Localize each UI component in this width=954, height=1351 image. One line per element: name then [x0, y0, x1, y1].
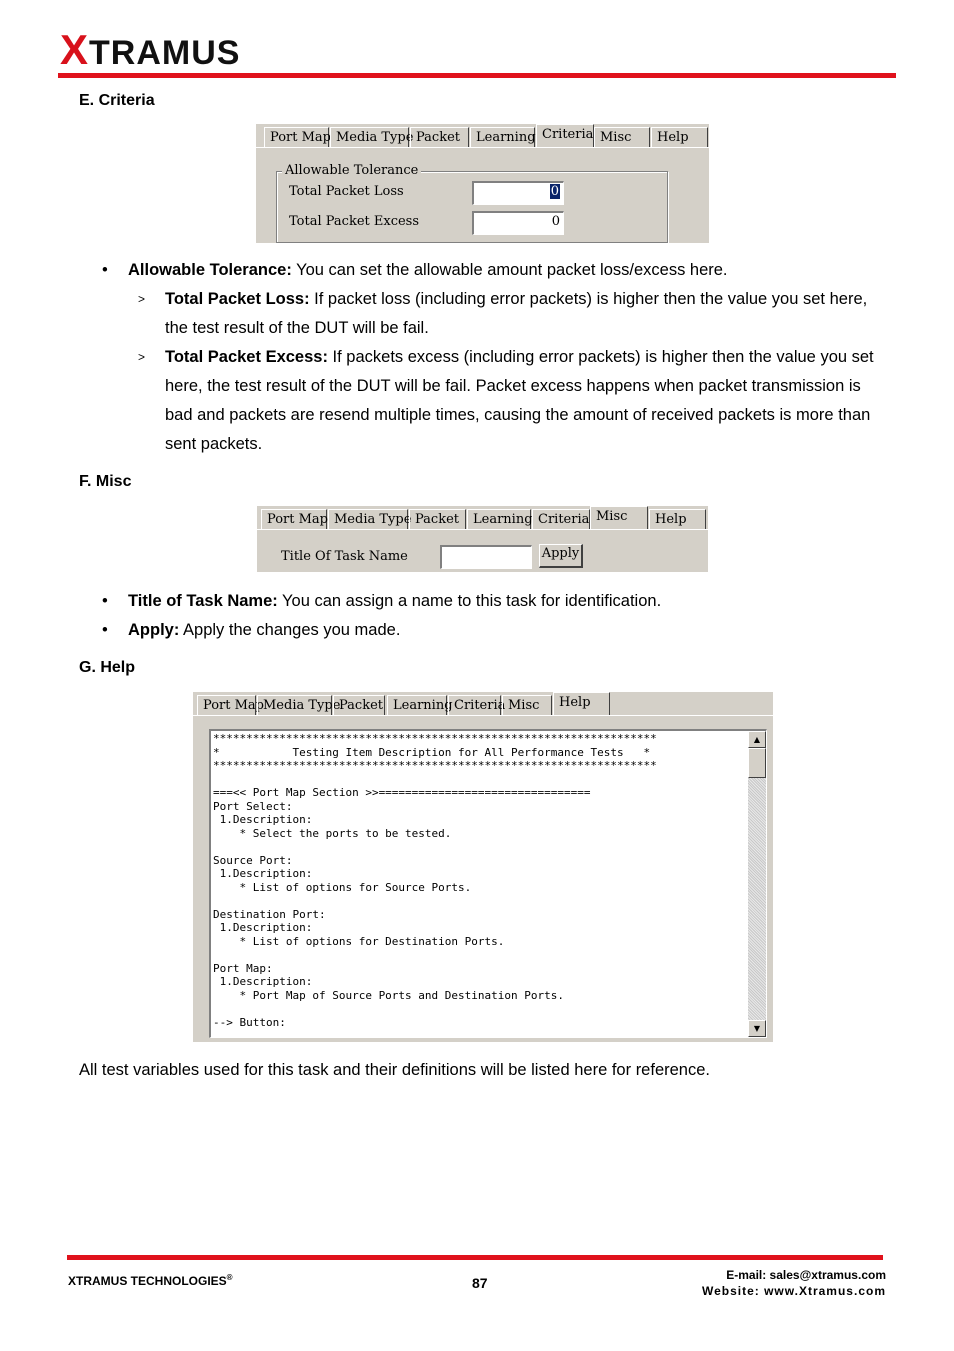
tab-misc[interactable]: Misc	[594, 127, 650, 147]
tab-packet[interactable]: Packet	[410, 127, 469, 147]
footer-website: Website: www.Xtramus.com	[701, 1284, 886, 1298]
tab-packet[interactable]: Packet	[409, 509, 466, 529]
tab-misc[interactable]: Misc	[590, 506, 648, 530]
bullet-allowable-tolerance	[102, 256, 898, 285]
bullet-apply	[102, 616, 898, 645]
tab-port-map[interactable]: Port Map	[264, 127, 329, 147]
sub-total-packet-loss	[138, 285, 892, 343]
tab-criteria[interactable]: Criteria	[532, 509, 590, 529]
tab-learning[interactable]: Learning	[387, 695, 447, 715]
sub-bold: Total Packet Excess:	[165, 348, 328, 366]
title-of-task-name-input[interactable]	[440, 545, 532, 569]
tab-baseline	[256, 147, 709, 148]
logo-text: TRAMUS	[89, 34, 241, 72]
title-of-task-name-label: Title Of Task Name	[281, 549, 408, 564]
tab-bar	[257, 506, 708, 530]
total-packet-excess-label: Total Packet Excess	[289, 214, 420, 229]
tab-media-type[interactable]: Media Type	[330, 127, 409, 147]
total-packet-excess-input[interactable]: 0	[472, 211, 564, 235]
section-title-misc: F. Misc	[79, 473, 132, 490]
help-content: ******************************************************************* * Testing Item Description for All Performance Tests * ******************************************************************* ===<< Port Map Section >>================================ Port Select: 1.Description: * Select the ports to be tested. Source Port: 1.Description: * List of options for Source Ports. Destination Port: 1.Description: * List of options for Destination Ports. Port Map: 1.Description: * Port Map of Source Ports and Destination Ports. --> Button:	[213, 732, 657, 1029]
company-name: XTRAMUS TECHNOLOGIES	[68, 1274, 227, 1288]
tab-bar	[256, 124, 709, 148]
vertical-scrollbar[interactable]	[748, 731, 766, 1037]
sub-bold: Total Packet Loss:	[165, 290, 310, 308]
help-dialog	[193, 692, 773, 1042]
tab-learning[interactable]: Learning	[470, 127, 535, 147]
registered-mark: ®	[226, 1273, 233, 1282]
help-text-area[interactable]	[209, 729, 767, 1038]
criteria-dialog	[256, 124, 709, 243]
tab-port-map[interactable]: Port Map	[197, 695, 256, 715]
help-note: All test variables used for this task and their definitions will be listed here for reference.	[79, 1061, 710, 1079]
tab-bar	[193, 692, 773, 716]
scroll-thumb[interactable]	[748, 748, 766, 778]
section-title-criteria: E. Criteria	[79, 92, 155, 109]
arrow-bullet: >	[138, 350, 146, 364]
page-number: 87	[472, 1275, 488, 1291]
bullet-text: You can assign a name to this task for identification.	[277, 592, 662, 610]
bullet-bold: Title of Task Name:	[128, 592, 278, 610]
scroll-down-icon[interactable]: ▼	[748, 1020, 766, 1037]
footer-rule	[67, 1255, 883, 1260]
sub-text: If packets excess (including error packets) is higher then the value you set here, the test result of the DUT will be fail. Packet excess happens when packet transmission is bad and packets are resend multiple times, causing the amount of received packets is more than sent packets.	[165, 348, 874, 453]
arrow-bullet: >	[138, 292, 146, 306]
xtramus-logo	[60, 26, 241, 73]
tab-learning[interactable]: Learning	[467, 509, 531, 529]
footer-company	[68, 1273, 233, 1288]
tab-help[interactable]: Help	[651, 127, 708, 147]
bullet-dot: •	[102, 621, 108, 639]
tab-baseline	[193, 715, 773, 716]
bullet-bold: Apply:	[128, 621, 180, 639]
header-rule	[58, 73, 896, 78]
bullet-text: Apply the changes you made.	[179, 621, 401, 639]
scroll-up-icon[interactable]: ▲	[748, 731, 766, 748]
total-packet-loss-label: Total Packet Loss	[289, 184, 404, 199]
group-label: Allowable Tolerance	[282, 164, 421, 178]
tab-misc[interactable]: Misc	[502, 695, 552, 715]
misc-dialog	[257, 506, 708, 572]
tab-help[interactable]: Help	[649, 509, 706, 529]
bullet-bold: Allowable Tolerance:	[128, 261, 292, 279]
tab-criteria[interactable]: Criteria	[448, 695, 501, 715]
bullet-dot: •	[102, 592, 108, 610]
total-packet-loss-input[interactable]	[472, 181, 564, 205]
tab-baseline	[257, 529, 708, 530]
sub-text: If packet loss (including error packets) is higher then the value you set here, the test result of the DUT will be fail.	[165, 290, 868, 337]
section-title-help: G. Help	[79, 659, 136, 676]
tab-help[interactable]: Help	[553, 692, 610, 716]
bullet-dot: •	[102, 261, 108, 279]
bullet-text: You can set the allowable amount packet loss/excess here.	[291, 261, 728, 279]
tab-media-type[interactable]: Media Type	[257, 695, 332, 715]
tab-packet[interactable]: Packet	[333, 695, 385, 715]
logo-x: X	[60, 26, 90, 73]
footer-email: E-mail: sales@xtramus.com	[726, 1268, 886, 1282]
total-packet-loss-value: 0	[550, 184, 559, 199]
tab-port-map[interactable]: Port Map	[261, 509, 327, 529]
tab-media-type[interactable]: Media Type	[328, 509, 408, 529]
tab-criteria[interactable]: Criteria	[536, 124, 594, 148]
apply-button[interactable]: Apply	[539, 544, 583, 568]
sub-total-packet-excess	[138, 343, 892, 459]
bullet-title-of-task-name	[102, 587, 898, 616]
